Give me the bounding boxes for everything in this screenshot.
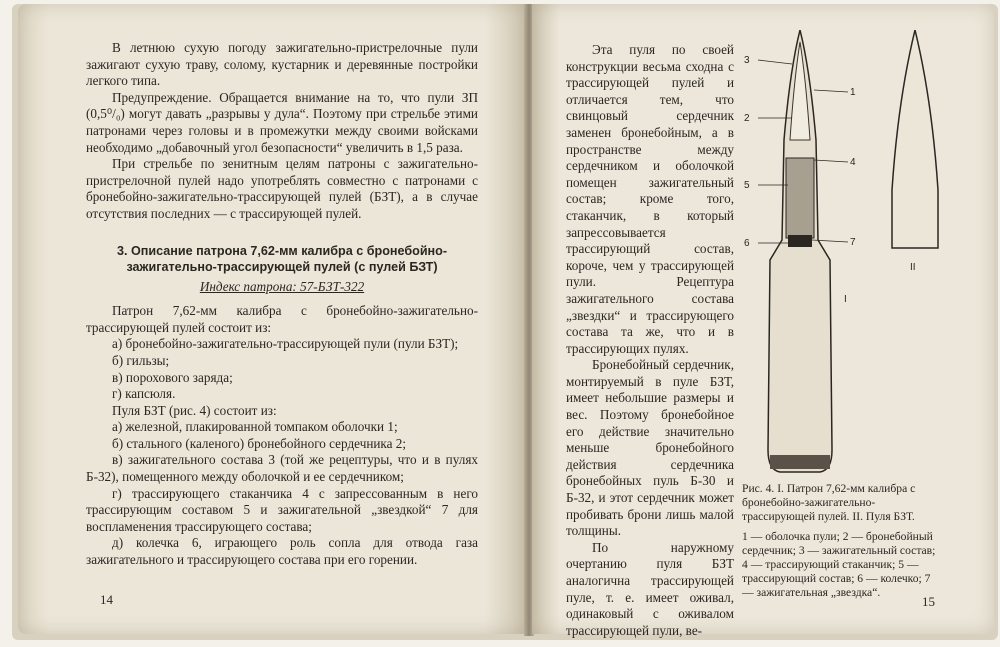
cartridge-index: Индекс патрона: 57-БЗТ-322 [199, 278, 365, 294]
list-item: г) трассирующего стаканчика 4 с запрессованным в него трассирующим составом 5 и зажигательной „звездкой“ 7 для воспламенения трассирующего состава; [86, 485, 478, 534]
list-item: д) колечка 6, играющего роль сопла для отвода газа зажигательного и трассирующего состава при его горении. [86, 535, 478, 568]
paragraph: Бронебойный сердечник, монтируемый в пуле БЗТ, имеет небольшие размеры и вес. Поэтому бронебойное его действие значительно меньше бронебойного действия сердечника бронебойных пуль Б-30 и Б-32, и этот сердечник может пробивать брони лишь малой толщины. [566, 357, 734, 539]
figure-label-6: 6 [744, 238, 750, 249]
paragraph: По наружному очертанию пуля БЗТ аналогична трассирующей пуле, т. е. имеет оживал, одинаковый с оживалом трассирующей пули, ве- [566, 539, 734, 638]
figure-label-1: 1 [850, 87, 856, 98]
figure-label-5: 5 [744, 180, 750, 191]
figure-legend: 1 — оболочка пули; 2 — бронебойный сердечник; 3 — зажигательный состав; 4 — трассирующий стаканчик; 5 — трассирующий состав; 6 — колечко; 7 — зажигательная „звездка“. [742, 530, 936, 599]
list-item: в) зажигательного состава 3 (той же рецептуры, что и в пулях Б-32), помещенного между оболочкой и ее сердечником; [86, 452, 478, 485]
list-item: б) гильзы; [112, 352, 170, 368]
figure-label-3: 3 [744, 55, 750, 66]
paragraph: При стрельбе по зенитным целям патроны с зажигательно-пристрелочной пулей надо употреблять совместно с патронами с бронебойно-зажигательно-трассирующей пулей (БЗТ), а в случае отсутствия последних — с трассирующей пулей. [86, 156, 478, 221]
figure-label-4: 4 [850, 157, 856, 168]
left-page-text [86, 40, 478, 569]
section-heading: 3. Описание патрона 7,62-мм калибра с бронебойно-зажигательно-трассирующей пулей (с пулей БЗТ) [116, 243, 448, 274]
paragraph: Патрон 7,62-мм калибра с бронебойно-зажигательно-трассирующей пулей состоит из: [86, 303, 478, 335]
cartridge-drawing [768, 30, 832, 472]
list-item: г) капсюля. [112, 386, 176, 402]
cartridge-figure [740, 30, 940, 480]
paragraph: Пуля БЗТ (рис. 4) состоит из: [112, 402, 277, 418]
figure-caption-block [742, 482, 942, 600]
paragraph: Эта пуля по своей конструкции весьма сходна с трассирующей пулей и отличается тем, что свинцовый сердечник заменен бронебойным, а в пространстве между сердечником и оболочкой помещен зажигательный состав; кроме того, стаканчик, в который запрессовывается трассирующий состав, короче, чем у трассирующей пули. Рецептура зажигательного состава „звездки“ и трассирующего состава та же, что и в трассирующих пулях. [566, 42, 734, 356]
figure-label-7: 7 [850, 237, 856, 248]
list-item: а) железной, плакированной томпаком оболочки 1; [112, 419, 398, 435]
figure-caption: Рис. 4. I. Патрон 7,62-мм калибра с бронебойно-зажигательно-трассирующей пулей. II. Пуля БЗТ. [742, 482, 916, 523]
figure-label-II: II [910, 262, 916, 273]
figure-label-I: I [844, 294, 847, 305]
paragraph: В летнюю сухую погоду зажигательно-пристрелочные пули зажигают сухую траву, солому, кустарник и деревянные постройки легкого типа. [86, 40, 478, 89]
page-number-left: 14 [100, 592, 113, 607]
figure-label-2: 2 [744, 113, 750, 124]
page-number-right: 15 [922, 594, 935, 609]
paragraph: Предупреждение. Обращается внимание на то, что пули ЗП (0,5⁰/₀) могут давать „разрывы у дула“. Поэтому при стрельбе этими патронами через головы и в промежутки между своими войсками необходимо „добавочный угол безопасности“ увеличить в 1,5 раза. [86, 89, 478, 155]
list-item: в) порохового заряда; [112, 369, 233, 385]
bullet-drawing [892, 30, 938, 248]
list-item: а) бронебойно-зажигательно-трассирующей пули (пули БЗТ); [112, 336, 459, 352]
right-page-text [566, 42, 734, 639]
list-item: б) стального (каленого) бронебойного сердечника 2; [112, 435, 407, 451]
